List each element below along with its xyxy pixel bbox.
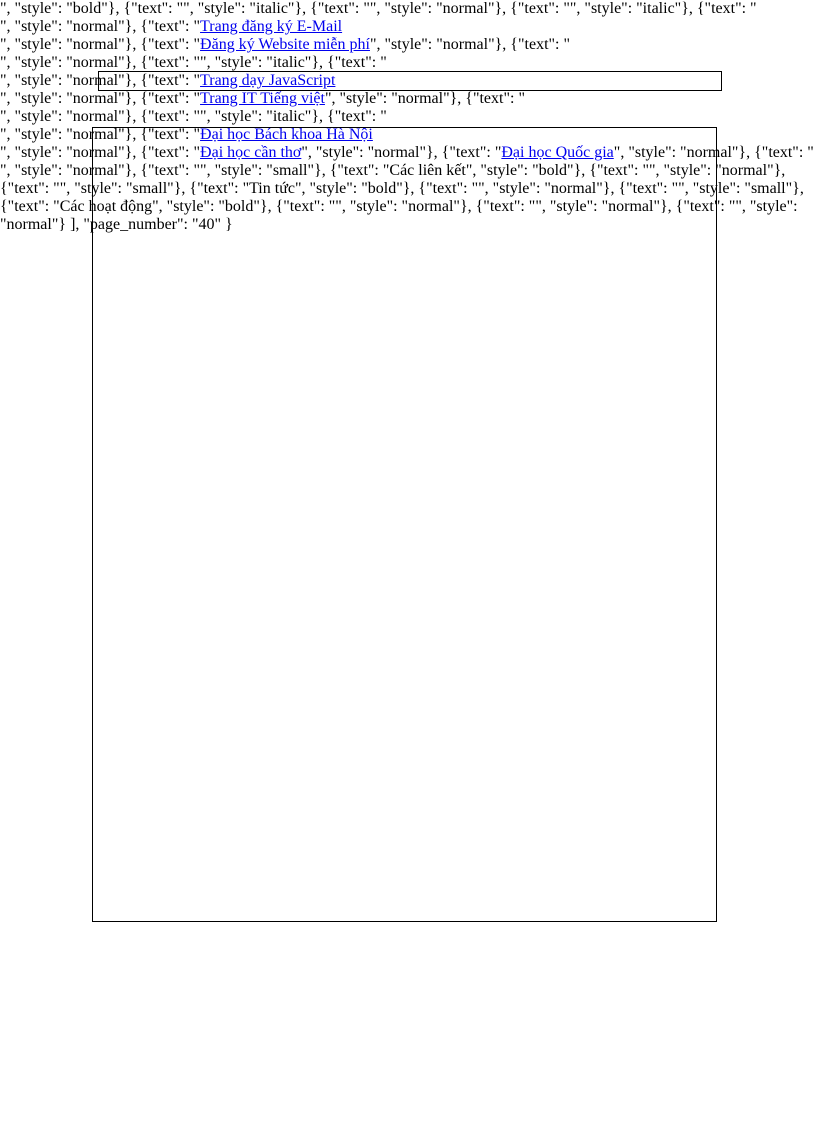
code-listing-box xyxy=(92,127,717,922)
top-code-box xyxy=(98,71,722,91)
